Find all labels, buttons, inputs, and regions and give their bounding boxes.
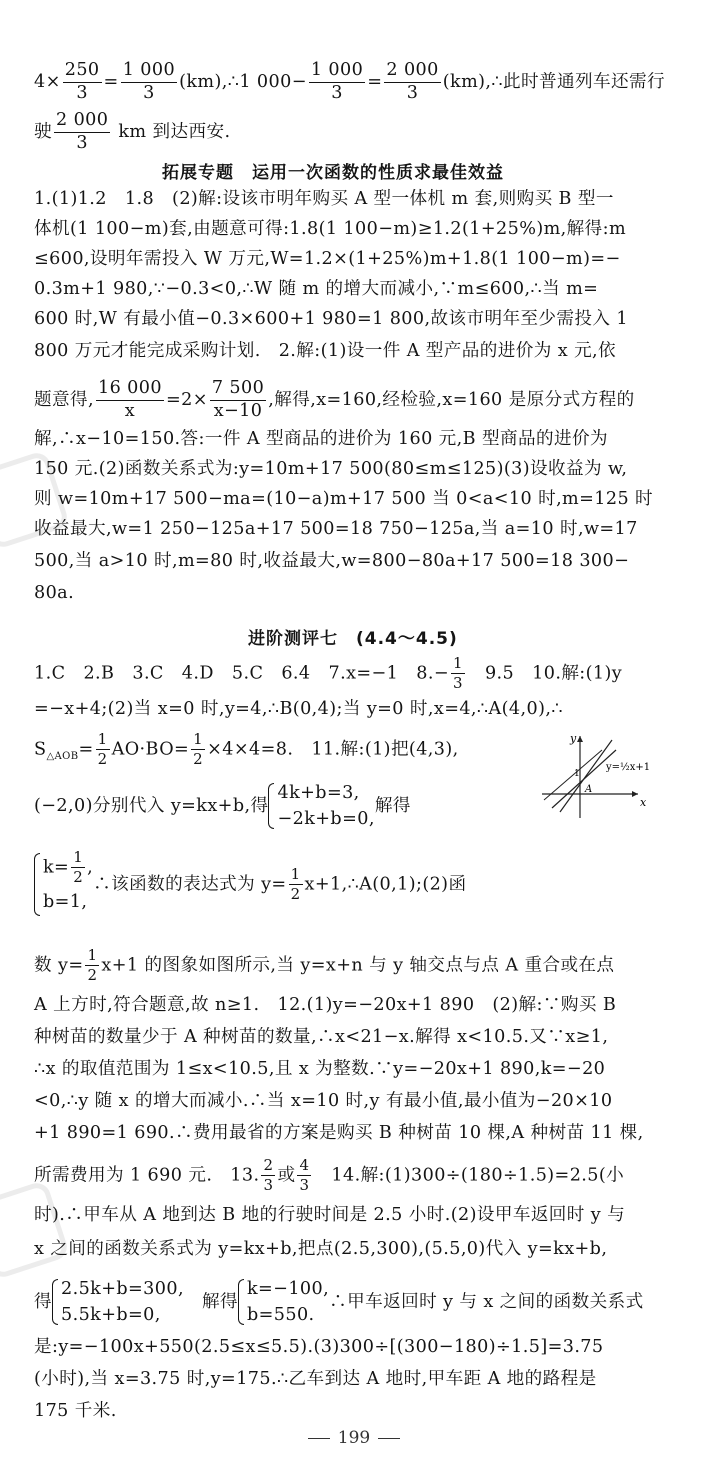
section-title: 进阶测评七 (4.4～4.5) <box>248 629 458 649</box>
function-graph <box>538 730 658 820</box>
y-axis-label: y <box>570 732 577 745</box>
line-label: y=½x+1 <box>606 762 651 773</box>
text-line: 150 元.(2)函数关系式为:y=10m+17 500(80≤m≤125)(3)设收益为 w, <box>34 459 628 479</box>
text-line: 4× $\frac{250}{3}$ = $\frac{1 000}{3}$ (km),∴1 000− $\frac{1 000}{3}$ = $\frac{2 000}{3}$ (km),∴此时普通列车还需行 <box>34 60 665 103</box>
page-number: 199 <box>0 1428 708 1448</box>
text-line: 数 y= $\frac{1}{2}$ x+1 的图象如图所示,当 y=x+n 与 y 轴交点与点 A 重合或在点 <box>34 946 615 984</box>
text-line: k= $\frac{1}{2}$ , b=1, ∴该函数的表达式为 y= $\frac{1}{2}$ x+1,∴A(0,1);(2)函 <box>34 850 466 919</box>
x-axis-label: x <box>640 796 647 809</box>
text-line: 体机(1 100−m)套,由题意可得:1.8(1 100−m)≥1.2(1+25%)m,解得:m <box>34 219 627 239</box>
text-line: (小时),当 x=3.75 时,y=175.∴乙车到达 A 地时,甲车距 A 地的路程是 <box>34 1369 597 1389</box>
text-line: 得 2.5k+b=300, 5.5k+b=0, 解得 k=−100, b=550. ∴甲车返回时 y 与 x 之间的函数关系式 <box>34 1276 644 1328</box>
text-line: 175 千米. <box>34 1401 117 1421</box>
text-line: 600 时,W 有最小值−0.3×600+1 980=1 800,故该市明年至少需投入 1 <box>34 309 628 329</box>
text-line: A 上方时,符合题意,故 n≥1. 12.(1)y=−20x+1 890 (2)解:∵购买 B <box>34 995 617 1015</box>
text-line: x 之间的函数关系式为 y=kx+b,把点(2.5,300),(5.5,0)代入 y=kx+b, <box>34 1239 608 1259</box>
text-line: 500,当 a>10 时,m=80 时,收益最大,w=800−80a+17 500=18 300− <box>34 551 630 571</box>
text-line: 时).∴甲车从 A 地到达 B 地的行驶时间是 2.5 小时.(2)设甲车返回时 y 与 <box>34 1205 626 1225</box>
text-line: 800 万元才能完成采购计划. 2.解:(1)设一件 A 型产品的进价为 x 元,依 <box>34 341 617 361</box>
text-line: (−2,0)分别代入 y=kx+b,得 4k+b=3, −2k+b=0, 解得 <box>34 780 411 832</box>
section-title: 拓展专题 运用一次函数的性质求最佳效益 <box>162 163 504 183</box>
text-line: $S_{\triangle AOB}=$ $\frac{1}{2}$ AO·BO= $\frac{1}{2}$ ×4×4=8. 11.解:(1)把(4,3), <box>34 730 459 768</box>
scan-watermark-mark <box>0 1180 70 1281</box>
text-line: 0.3m+1 980,∵−0.3<0,∴W 随 m 的增大而减小,∵m≤600,∴当 m= <box>34 279 599 299</box>
text-line: +1 890=1 690.∴费用最省的方案是购买 B 种树苗 10 棵,A 种树苗 11 棵, <box>34 1123 644 1143</box>
text-line: 是:y=−100x+550(2.5≤x≤5.5).(3)300÷[(300−180)÷1.5]=3.75 <box>34 1337 604 1357</box>
text-line: 收益最大,w=1 250−125a+17 500=18 750−125a,当 a=10 时,w=17 <box>34 519 638 539</box>
text-line: <0,∴y 随 x 的增大而减小.∴当 x=10 时,y 有最小值,最小值为−20×10 <box>34 1091 613 1111</box>
point-label: A <box>585 784 593 795</box>
text-line: 解,∴x−10=150.答:一件 A 型商品的进价为 160 元,B 型商品的进价为 <box>34 429 608 449</box>
text-line: 80a. <box>34 583 75 603</box>
text-line: 1.(1)1.2 1.8 (2)解:设该市明年购买 A 型一体机 m 套,则购买 B 型一 <box>34 189 614 209</box>
text-line: 驶 $\frac{2 000}{3}$ km 到达西安. <box>34 110 231 153</box>
text-line: 则 w=10m+17 500−ma=(10−a)m+17 500 当 0<a<10 时,m=125 时 <box>34 489 654 509</box>
tick-label: 1 <box>574 769 580 779</box>
text-line: ≤600,设明年需投入 W 万元,W=1.2×(1+25%)m+1.8(1 100−m)=− <box>34 249 621 269</box>
text-line: 所需费用为 1 690 元. 13. $\frac{2}{3}$ 或 $\frac{4}{3}$ 14.解:(1)300÷(180÷1.5)=2.5(小 <box>34 1156 625 1194</box>
text-line: =−x+4;(2)当 x=0 时,y=4,∴B(0,4);当 y=0 时,x=4,∴A(4,0),∴ <box>34 699 563 719</box>
text-line: ∴x 的取值范围为 1≤x<10.5,且 x 为整数.∵y=−20x+1 890,k=−20 <box>34 1059 606 1079</box>
text-line: 1.C 2.B 3.C 4.D 5.C 6.4 7.x=−1 8.− $\frac{1}{3}$ 9.5 10.解:(1)y <box>34 654 623 692</box>
text-line: 种树苗的数量少于 A 种树苗的数量,∴x<21−x.解得 x<10.5.又∵x≥1, <box>34 1027 609 1047</box>
text-line: 题意得, $\frac{16 000}{x}$ =2× $\frac{7 500}{x-10}$ ,解得,x=160,经检验,x=160 是原分式方程的 <box>34 378 635 421</box>
